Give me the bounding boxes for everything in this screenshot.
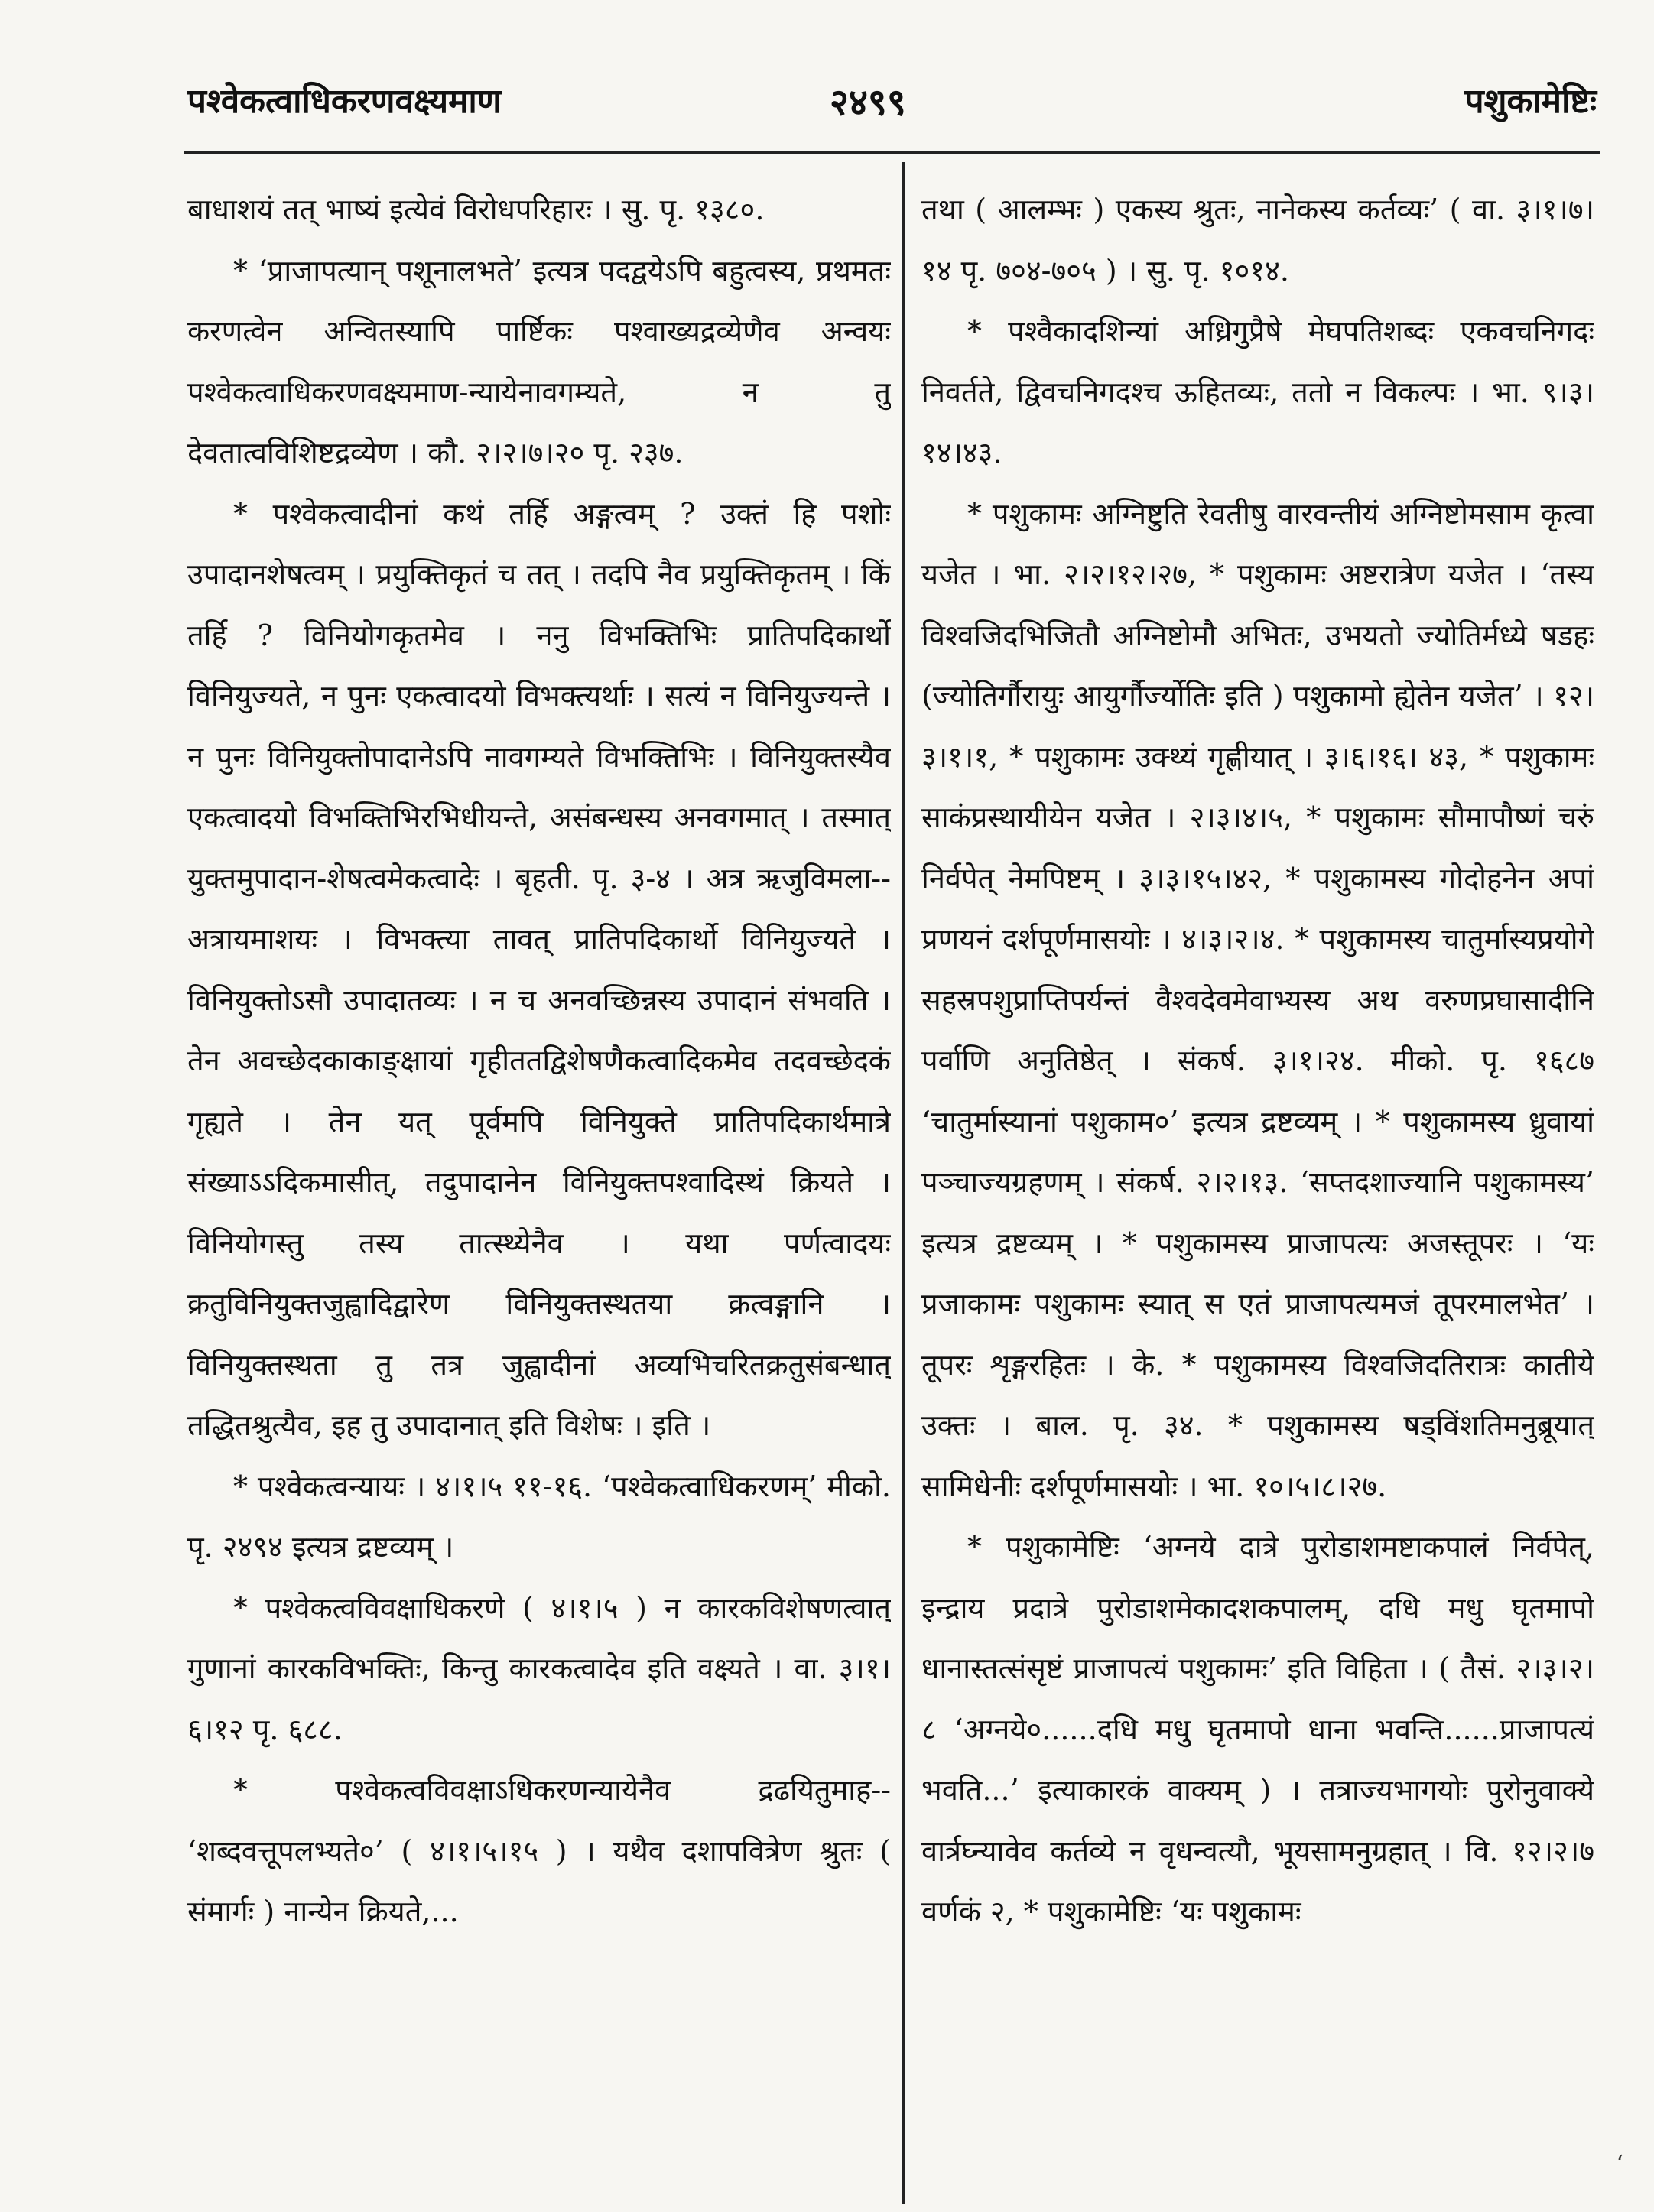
page-header xyxy=(187,76,1597,145)
paragraph: बाधाशयं तत् भाष्यं इत्येवं विरोधपरिहारः । सु. पृ. १३८०. xyxy=(187,193,765,226)
paragraph: * पश्वेकत्वविवक्षाधिकरणे ( ४।१।५ ) न कारकविशेषणत्वात् गुणानां कारकविभक्तिः, किन्तु कारकत्वादेव इति वक्ष्यते । वा. ३।१।६।१२ पृ. ६८८. xyxy=(187,1590,891,1746)
left-column xyxy=(187,180,891,2198)
paragraph: * पशुकामः अग्निष्टुति रेवतीषु वारवन्तीयं अग्निष्टोमसाम कृत्वा यजेत । भा. २।२।१२।२७, * पशुकामः अष्टरात्रेण यजेत । ‘तस्य विश्वजिदभिजितौ अग्निष्टोमौ अभितः, उभयतो ज्योतिर्मध्ये षडहः (ज्योतिर्गौरायुः आयुर्गौर्ज्योतिः इति ) पशुकामो ह्येतेन यजेत’ । १२।३।१।१, * पशुकामः उक्थ्यं गृह्णीयात् । ३।६।१६। ४३, * पशुकामः साकंप्रस्थायीयेन यजेत । २।३।४।५, * पशुकामः सौमापौष्णं चरुं निर्वपेत् नेमपिष्टम् । ३।३।१५।४२, * पशुकामस्य गोदोहनेन अपां प्रणयनं दर्शपूर्णमासयोः । ४।३।२।४. * पशुकामस्य चातुर्मास्यप्रयोगे सहस्रपशुप्राप्तिपर्यन्तं वैश्वदेवमेवाभ्यस्य अथ वरुणप्रघासादीनि पर्वाणि अनुतिष्ठेत् । संकर्ष. ३।१।२४. मीको. पृ. १६८७ ‘चातुर्मास्यानां पशुकाम०’ इत्यत्र द्रष्टव्यम् । * पशुकामस्य ध्रुवायां पञ्चाज्यग्रहणम् । संकर्ष. २।२।१३. ‘सप्तदशाज्यानि पशुकामस्य’ इत्यत्र द्रष्टव्यम् । * पशुकामस्य प्राजापत्यः अजस्तूपरः । ‘यः प्रजाकामः पशुकामः स्यात् स एतं प्राजापत्यमजं तूपरमालभेत’ । तूपरः शृङ्गरहितः । के. * पशुकामस्य विश्वजिदतिरात्रः कातीये उक्तः । बाल. पृ. ३४. * पशुकामस्य षड्विंशतिमनुब्रूयात् सामिधेनीः दर्शपूर्णमासयोः । भा. १०।५।८।२७. xyxy=(921,496,1594,1503)
paragraph: * ‘प्राजापत्यान् पशूनालभते’ इत्यत्र पदद्वयेऽपि बहुत्वस्य, प्रथमतः करणत्वेन अन्वितस्यापि पार्ष्टिकः पश्वाख्यद्रव्येणैव अन्वयः पश्वेकत्वाधिकरणवक्ष्यमाण-न्यायेनावगम्यते, न तु देवतात्वविशिष्टद्रव्येण । कौ. २।२।७।२० पृ. २३७. xyxy=(187,253,891,469)
running-head-left: पश्वेकत्वाधिकरणवक्ष्यमाण xyxy=(187,82,502,121)
paragraph: * पशुकामेष्टिः ‘अग्नये दात्रे पुरोडाशमष्टाकपालं निर्वपेत्, इन्द्राय प्रदात्रे पुरोडाशमेकादशकपालम्, दधि मधु घृतमापो धानास्तत्संसृष्टं प्राजापत्यं पशुकामः’ इति विहिता । ( तैसं. २।३।२।८ ‘अग्नये०......दधि मधु घृतमापो धाना भवन्ति......प्राजापत्यं भवति...’ इत्याकारकं वाक्यम् ) । तत्राज्यभागयोः पुरोनुवाक्ये वार्त्रघ्न्यावेव कर्तव्ये न वृधन्वत्यौ, भूयसामनुग्रहात् । वि. १२।२।७ वर्णकं २, * पशुकामेष्टिः ‘यः पशुकामः xyxy=(921,1530,1594,1928)
running-head-right: पशुकामेष्टिः xyxy=(1464,82,1597,121)
page-number: २४९९ xyxy=(830,81,906,124)
paragraph: * पश्वेकत्वादीनां कथं तर्हि अङ्गत्वम् ? उक्तं हि पशोः उपादानशेषत्वम् । प्रयुक्तिकृतं च तत् । तदपि नैव प्रयुक्तिकृतम् । किं तर्हि ? विनियोगकृतमेव । ननु विभक्तिभिः प्रातिपदिकार्थो विनियुज्यते, न पुनः एकत्वादयो विभक्त्यर्थाः । सत्यं न विनियुज्यन्ते । न पुनः विनियुक्तोपादानेऽपि नावगम्यते विभक्तिभिः । विनियुक्तस्यैव एकत्वादयो विभक्तिभिरभिधीयन्ते, असंबन्धस्य अनवगमात् । तस्मात् युक्तमुपादान-शेषत्वमेकत्वादेः । बृहती. पृ. ३-४ । अत्र ऋजुविमला-- अत्रायमाशयः । विभक्त्या तावत् प्रातिपदिकार्थो विनियुज्यते । विनियुक्तोऽसौ उपादातव्यः । न च अनवच्छिन्नस्य उपादानं संभवति । तेन अवच्छेदकाकाङ्क्षायां गृहीततद्विशेषणैकत्वादिकमेव तदवच्छेदकं गृह्यते । तेन यत् पूर्वमपि विनियुक्ते प्रातिपदिकार्थमात्रे संख्याऽऽदिकमासीत्, तदुपादानेन विनियुक्तपश्वादिस्थं क्रियते । विनियोगस्तु तस्य तात्स्थ्येनैव । यथा पर्णत्वादयः क्रतुविनियुक्तजुह्वादिद्वारेण विनियुक्तस्थतया क्रत्वङ्गानि । विनियुक्तस्थता तु तत्र जुह्वादीनां अव्यभिचरितक्रतुसंबन्धात् तद्धितश्रुत्यैव, इह तु उपादानात् इति विशेषः । इति । xyxy=(187,496,891,1442)
header-rule xyxy=(184,151,1600,154)
corner-mark: ‘ xyxy=(1616,2151,1623,2178)
right-column xyxy=(921,180,1594,2198)
column-divider xyxy=(902,162,905,2204)
paragraph: तथा ( आलम्भः ) एकस्य श्रुतः, नानेकस्य कर्तव्यः’ ( वा. ३।१।७।१४ पृ. ७०४-७०५ ) । सु. पृ. १०१४. xyxy=(921,193,1594,287)
paragraph: * पश्वेकत्वविवक्षाऽधिकरणन्यायेनैव द्रढयितुमाह-- ‘शब्दवत्तूपलभ्यते०’ ( ४।१।५।१५ ) । यथैव दशापवित्रेण श्रुतः ( संमार्गः ) नान्येन क्रियते,... xyxy=(187,1773,891,1928)
paragraph: * पश्वेकत्वन्यायः । ४।१।५ ११-१६. ‘पश्वेकत्वाधिकरणम्’ मीको. पृ. २४९४ इत्यत्र द्रष्टव्यम् । xyxy=(187,1469,891,1564)
paragraph: * पश्वैकादशिन्यां अध्रिगुप्रैषे मेघपतिशब्दः एकवचनिगदः निवर्तते, द्विवचनिगदश्च ऊहितव्यः, ततो न विकल्पः । भा. ९।३।१४।४३. xyxy=(921,314,1594,469)
